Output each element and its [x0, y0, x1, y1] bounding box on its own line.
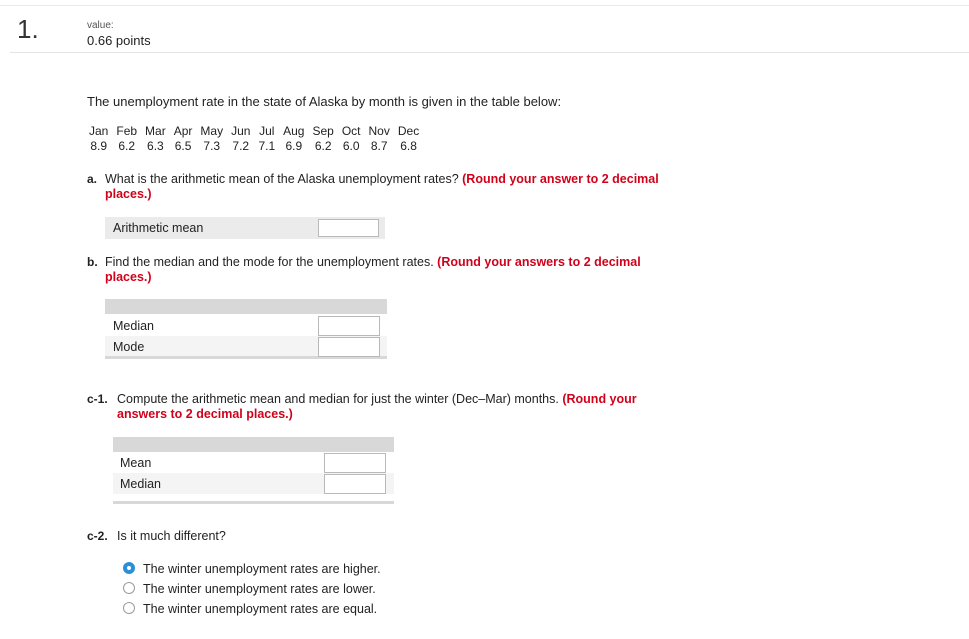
option-lower-label[interactable]: The winter unemployment rates are lower.: [143, 582, 376, 596]
mode-label: Mode: [113, 340, 145, 354]
rate-cell: 8.9: [90, 139, 108, 153]
rate-cell: 6.8: [400, 139, 417, 153]
part-b-question: [105, 255, 705, 285]
median-input[interactable]: [318, 316, 380, 336]
month-cell: Jun: [231, 124, 251, 138]
unemployment-table: [89, 124, 423, 154]
radio-lower[interactable]: [123, 582, 135, 594]
radio-higher[interactable]: [123, 562, 135, 574]
part-a-text: What is the arithmetic mean of the Alaska unemployment rates?: [105, 172, 459, 186]
part-b-table-header: [105, 299, 387, 314]
question-intro: The unemployment rate in the state of Alaska by month is given in the table below:: [87, 94, 562, 109]
rate-cell: 6.2: [314, 139, 332, 153]
part-b-text: Find the median and the mode for the unemployment rates.: [105, 255, 434, 269]
option-higher-label[interactable]: The winter unemployment rates are higher.: [143, 562, 381, 576]
arithmetic-mean-label: Arithmetic mean: [113, 221, 204, 235]
part-c1-label: c-1.: [87, 392, 108, 406]
part-c1-hint: (Round your: [562, 392, 637, 406]
rate-cell: 6.0: [342, 139, 360, 153]
month-cell: Oct: [341, 124, 361, 138]
part-a-question: [105, 172, 705, 202]
median-label: Median: [113, 319, 154, 333]
rate-cell: 7.2: [232, 139, 250, 153]
part-c2-question: Is it much different?: [117, 529, 226, 543]
part-a-hint: (Round your answer to 2 decimal: [462, 172, 659, 186]
winter-mean-label: Mean: [120, 456, 152, 470]
part-a-label: a.: [87, 172, 98, 186]
rate-cell: 7.3: [203, 139, 221, 153]
month-cell: Apr: [173, 124, 193, 138]
month-cell: May: [200, 124, 224, 138]
rate-cell: 6.3: [147, 139, 164, 153]
rate-cell: 6.5: [174, 139, 192, 153]
part-c1-question: [117, 392, 717, 422]
month-cell: Jul: [259, 124, 275, 138]
question-number: 1.: [17, 14, 39, 44]
winter-median-label: Median: [120, 477, 161, 491]
month-cell: Feb: [116, 124, 138, 138]
month-cell: Sep: [312, 124, 334, 138]
rate-cell: 7.1: [258, 139, 276, 153]
header-divider: [10, 52, 969, 53]
part-b-label: b.: [87, 255, 98, 269]
rate-cell: 8.7: [370, 139, 388, 153]
month-cell: Mar: [145, 124, 166, 138]
part-c2-label: c-2.: [87, 529, 108, 543]
part-c1-hint-2: answers to 2 decimal places.): [117, 407, 293, 421]
part-a-hint-2: places.): [105, 187, 152, 201]
points-value: 0.66 points: [87, 33, 151, 48]
radio-equal[interactable]: [123, 602, 135, 614]
month-cell: Aug: [283, 124, 305, 138]
rate-cell: 6.9: [285, 139, 303, 153]
month-header-row: [89, 124, 423, 139]
part-c1-text: Compute the arithmetic mean and median for just the winter (Dec–Mar) months.: [117, 392, 559, 406]
part-c1-table-header: [113, 437, 394, 452]
month-cell: Jan: [89, 124, 109, 138]
rate-cell: 6.2: [118, 139, 136, 153]
value-label: value:: [87, 20, 114, 31]
winter-mean-input[interactable]: [324, 453, 386, 473]
arithmetic-mean-input[interactable]: [318, 219, 379, 237]
top-divider: [0, 5, 969, 6]
winter-median-input[interactable]: [324, 474, 386, 494]
part-c1-table-footer: [113, 501, 394, 504]
month-cell: Nov: [368, 124, 390, 138]
month-cell: Dec: [397, 124, 420, 138]
mode-input[interactable]: [318, 337, 380, 357]
part-b-hint-2: places.): [105, 270, 152, 284]
rate-row: [89, 139, 423, 154]
part-b-hint: (Round your answers to 2 decimal: [437, 255, 641, 269]
option-equal-label[interactable]: The winter unemployment rates are equal.: [143, 602, 378, 616]
